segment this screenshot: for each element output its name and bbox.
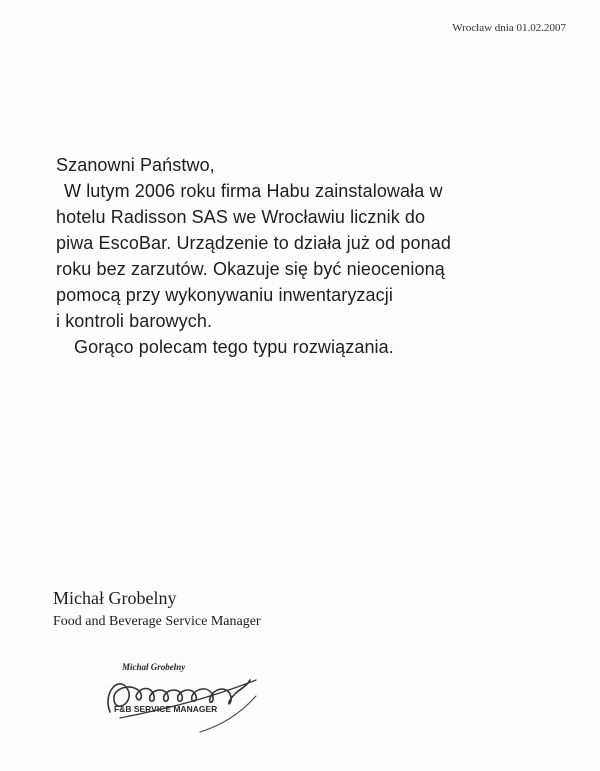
letter-body xyxy=(56,152,566,360)
letter-line: i kontroli barowych. xyxy=(56,311,213,331)
signatory-title: Food and Beverage Service Manager xyxy=(53,614,261,629)
letter-line: hotelu Radisson SAS we Wrocławiu licznik do xyxy=(56,207,426,227)
stamp-title: F&B SERVICE MANAGER xyxy=(114,704,218,714)
letter-line: W lutym 2006 roku firma Habu zainstalowała w xyxy=(64,181,443,201)
stamp-name: Michał Grobelny xyxy=(122,662,186,672)
letter-line: pomocą przy wykonywaniu inwentaryzacji xyxy=(56,285,393,305)
letter-closing: Gorąco polecam tego typu rozwiązania. xyxy=(74,337,394,357)
letter-line: piwa EscoBar. Urządzenie to działa już od ponad xyxy=(56,233,451,253)
letter-line: roku bez zarzutów. Okazuje się być nieocenioną xyxy=(56,259,445,279)
signature-stamp xyxy=(80,652,280,752)
letter-greeting: Szanowni Państwo, xyxy=(56,155,215,175)
handwritten-signature-icon xyxy=(80,652,280,752)
signatory-name: Michał Grobelny xyxy=(53,588,177,608)
letter-date: Wrocław dnia 01.02.2007 xyxy=(452,22,566,34)
